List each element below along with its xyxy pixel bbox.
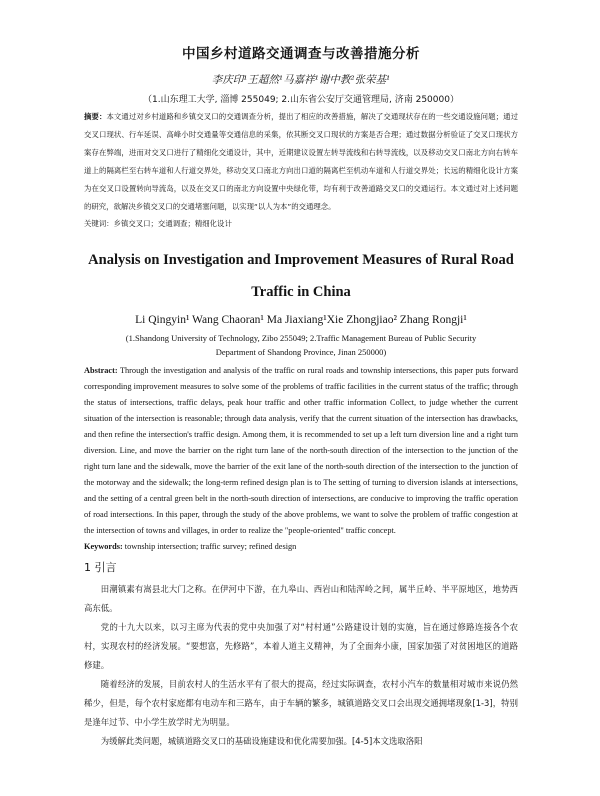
english-abstract: [84, 363, 518, 539]
english-keywords-text: township intersection; traffic survey; refined design: [122, 542, 297, 551]
chinese-title: 中国乡村道路交通调查与改善措施分析: [182, 46, 420, 62]
english-title: Analysis on Investigation and Improvement Measures of Rural Road Traffic in China: [88, 252, 514, 300]
chinese-keywords-label: 关键词：: [84, 219, 114, 228]
english-authors: Li Qingyin¹ Wang Chaoran¹ Ma Jiaxiang¹Xie Zhongjiao² Zhang Rongji¹: [135, 314, 467, 326]
english-affiliation-line-2: Department of Shandong Province, Jinan 250000): [215, 347, 387, 357]
english-abstract-label: Abstract:: [84, 366, 118, 375]
intro-paragraph-1: 田潮镇素有嵩县北大门之称。在伊河中下游，在九皋山、西岩山和陆浑岭之间，属半丘岭、半平原地区，地势西高东低。: [84, 584, 518, 613]
english-abstract-text: Through the investigation and analysis of the traffic on rural roads and township intersections, this paper puts forward corresponding improvement measures to solve some of the problems of traffic facilities in the current status of the traffic; through the status of intersections, traffic delays, peak hour traffic and other traffic information Collect, to judge whether the current situation of the intersection is reasonable; through data analysis, verify that the current situation of the intersection has drawbacks, and then refine the intersection's traffic design. Among them, it is recommended to set up a left turn diversion line and a right turn diversion. Line, and move the barrier on the right turn lane of the north-south direction of the intersection to the junction of the right turn lane and the sidewalk, move the barrier of the exit lane of the north-south direction of the intersection to the junction of the motorway and the sidewalk; the long-term refined design plan is to The setting of turning to diversion islands at intersections, and the setting of a central green belt in the north-south direction of intersections, are conducive to improving the traffic operation of road intersections. In this paper, through the study of the above problems, we want to solve the problem of traffic congestion at the intersection of towns and villages, in order to realize the "people-oriented" traffic concept.: [84, 366, 518, 535]
english-keywords-label: Keywords:: [84, 542, 123, 551]
intro-paragraph-2: 党的十九大以来，以习主席为代表的党中央加强了对“村村通”公路建设计划的实施，旨在通过修路连接各个农村，实现农村的经济发展。“要想富，先修路”，本着人道主义精神，为了全面奔小康，国家加强了对贫困地区的道路修建。: [84, 622, 518, 670]
intro-paragraph-4: 为缓解此类问题，城镇道路交叉口的基础设施建设和优化需要加强。[4-5]本文选取洛阳: [100, 736, 423, 746]
chinese-keywords-text: 乡镇交叉口；交通调查；精细化设计: [113, 219, 232, 228]
english-affiliation-line-1: (1.Shandong University of Technology, Zibo 255049; 2.Traffic Management Bureau of Public Security: [125, 333, 477, 343]
chinese-abstract-text: 本文通过对乡村道路和乡镇交叉口的交通调查分析，提出了相应的改善措施，解决了交通现状存在的一些交通设施问题；通过交叉口现状、行车延误、高峰小时交通量等交通信息的采集，依其断交叉口现状的方案是否合理；通过数据分析验证了交叉口现状方案存在弊端，进而对交叉口进行了精细化交通设计，其中，近期建议设置左转导流线和右转导流线，以及移动交叉口南北方向右转车道上的隔离栏至右转车道和人行道交界处，移动交叉口南北方向出口道的隔离栏至机动车道和人行道交界处；长远的精细化设计方案为在交叉口设置转向导流岛，以及在交叉口的南北方向设置中央绿化带，均有利于改善道路交叉口的交通运行。本文通过对上述问题的研究，欲解决乡镇交叉口的交通堵塞问题，以实现“以人为本”的交通理念。: [84, 112, 518, 211]
chinese-abstract: [84, 108, 518, 216]
chinese-abstract-label: 摘要：: [84, 112, 107, 121]
english-affiliation: [84, 331, 518, 359]
section-heading-introduction: 1 引言: [84, 561, 117, 574]
intro-paragraph-3: 随着经济的发展，目前农村人的生活水平有了很大的提高，经过实际调查，农村小汽车的数量相对城市来说仍然稀少，但是，每个农村家庭都有电动车和三路车，由于车辆的繁多，城镇道路交叉口会出现交通拥堵现象[1-3]，特别是逢年过节、中小学生放学时尤为明显。: [84, 679, 518, 727]
english-keywords: [84, 539, 518, 554]
chinese-affiliation: （1.山东理工大学, 淄博 255049; 2.山东省公安厅交通管理局, 济南 250000）: [143, 95, 459, 105]
chinese-authors: 李庆印¹王超然¹马嘉祥¹谢中教²张荣基¹: [211, 74, 391, 86]
chinese-keywords: [84, 216, 518, 232]
